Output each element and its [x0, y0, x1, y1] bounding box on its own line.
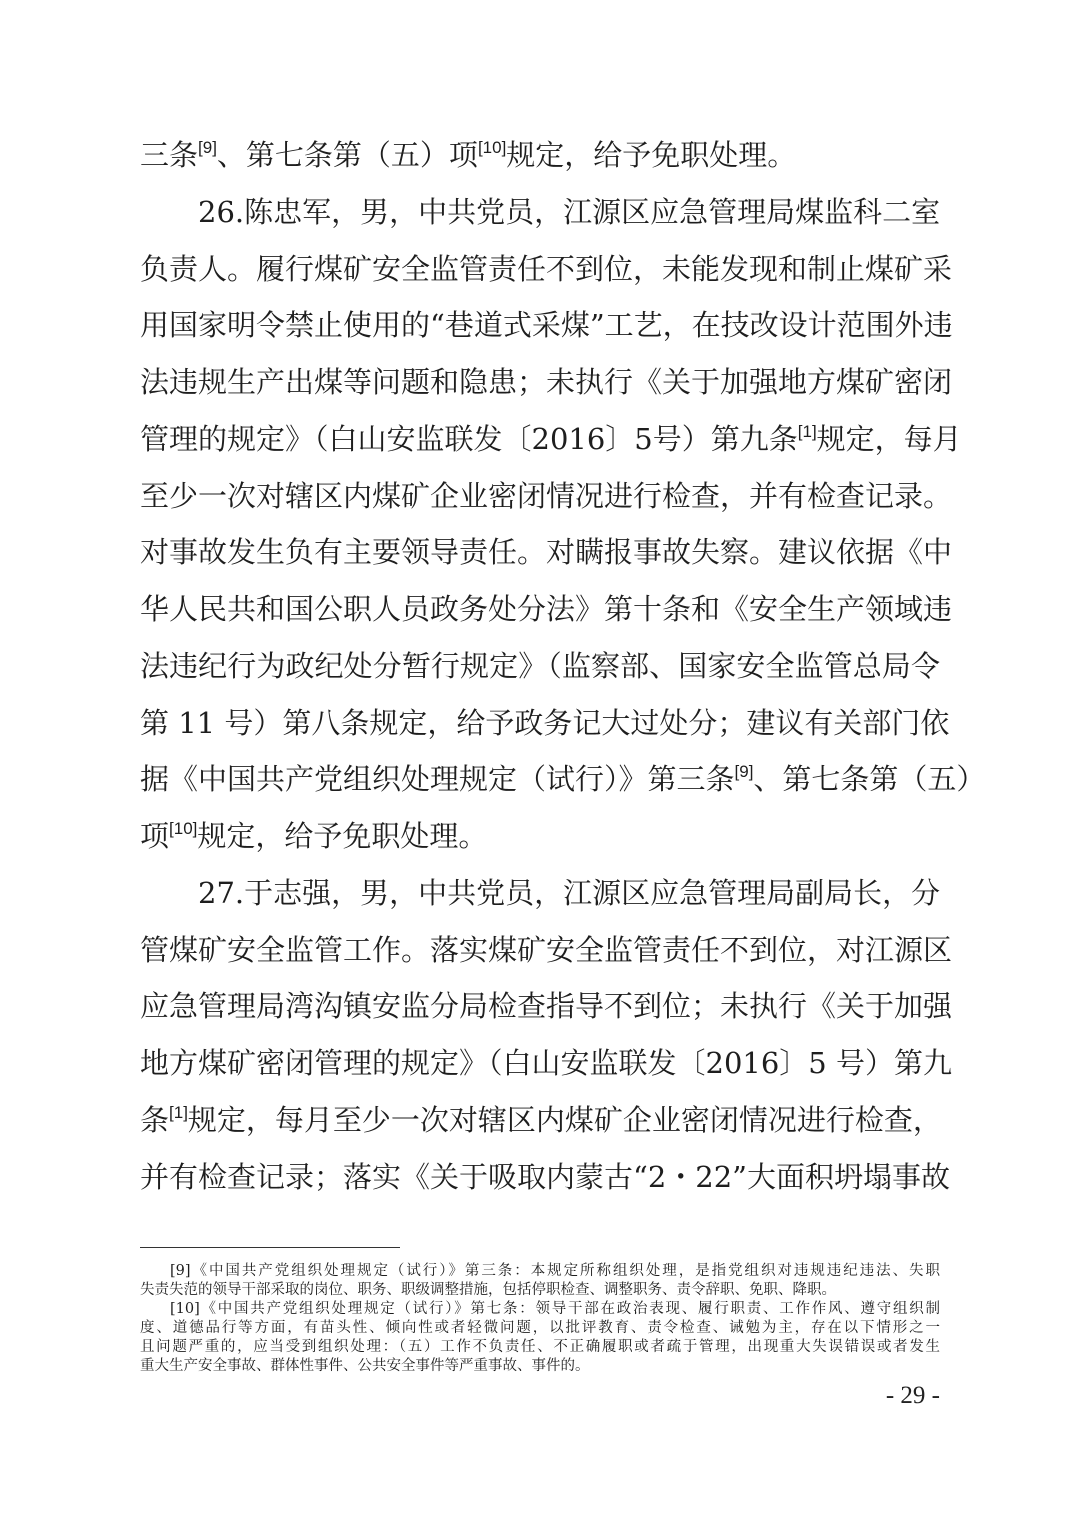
footnotes [140, 1262, 940, 1376]
text-line [140, 411, 962, 468]
text-run: 管煤矿安全监管工作。落实煤矿安全监管责任不到位，对江源区 [140, 932, 953, 967]
text-line [140, 865, 940, 922]
text-run: 27.于志强，男，中共党员，江源区应急管理局副局长，分 [198, 875, 941, 910]
paragraph [140, 184, 986, 865]
footnote [140, 1262, 940, 1300]
footnote-reference[interactable]: [9] [198, 138, 217, 157]
text-run: 26.陈忠军，男，中共党员，江源区应急管理局煤监科二室 [198, 194, 941, 229]
footnote-reference[interactable]: [10] [477, 138, 507, 157]
text-line [140, 524, 953, 581]
text-run: 对事故发生负有主要领导责任。对瞒报事故失察。建议依据《中 [140, 535, 953, 570]
text-line [140, 468, 953, 525]
text-line [140, 751, 986, 808]
page-number: - 29 - [885, 1382, 940, 1409]
footnote-line: 度、道德品行等方面，有苗头性、倾向性或者轻微问题，以批评教育、责令检查、诫勉为主，存在以下情形之一 [140, 1320, 940, 1336]
text-line [140, 127, 940, 184]
text-line [140, 297, 953, 354]
text-line [140, 184, 940, 241]
text-run: 三条 [140, 138, 199, 172]
footnote-divider [140, 1247, 400, 1248]
footnote-reference[interactable]: [9] [734, 762, 754, 782]
body-text [140, 127, 986, 1205]
text-line [140, 354, 953, 411]
text-run: 法违纪行为政纪处分暂行规定》（监察部、国家安全监管总局令 [140, 648, 940, 683]
text-run: 规定，给予免职处理。 [197, 819, 488, 853]
footnote-reference[interactable]: [1] [169, 1102, 188, 1122]
text-run: 、第七条第（五）项 [216, 138, 478, 172]
text-line [140, 241, 953, 298]
footnote-reference[interactable]: [1] [797, 421, 817, 441]
text-run: 第 11 号）第八条规定，给予政务记大过处分；建议有关部门依 [140, 705, 950, 740]
text-run: 项 [140, 819, 170, 853]
text-run: 并有检查记录；落实《关于吸取内蒙古“2・22”大面积坍塌事故 [140, 1159, 951, 1194]
text-line [140, 581, 953, 638]
footnote-line: 重大生产安全事故、群体性事件、公共安全事件等严重事故、事件的。 [140, 1358, 590, 1374]
paragraph [140, 127, 940, 184]
text-run: 规定，给予免职处理。 [506, 138, 797, 172]
text-line [140, 922, 953, 979]
footnote-reference[interactable]: [10] [169, 819, 198, 838]
text-run: 用国家明令禁止使用的“巷道式采煤”工艺，在技改设计范围外违 [140, 308, 953, 343]
text-run: 至少一次对辖区内煤矿企业密闭情况进行检查，并有检查记录。 [140, 478, 953, 513]
text-run: 负责人。履行煤矿安全监管责任不到位，未能发现和制止煤矿采 [140, 251, 953, 286]
text-run: 规定，每月至少一次对辖区内煤矿企业密闭情况进行检查， [187, 1102, 942, 1137]
text-run: 应急管理局湾沟镇安监分局检查指导不到位；未执行《关于加强 [140, 989, 953, 1024]
text-line [140, 978, 953, 1035]
text-line [140, 695, 950, 752]
paragraph [140, 865, 953, 1206]
text-run: 、第七条第（五） [753, 762, 986, 797]
text-line [140, 1092, 940, 1149]
footnote-line: [10]《中国共产党组织处理规定（试行）》第七条：领导干部在政治表现、履行职责、工作作风、遵守组织制 [170, 1301, 940, 1317]
text-run: 华人民共和国公职人员政务处分法》第十条和《安全生产领域违 [140, 592, 953, 626]
text-run: 地方煤矿密闭管理的规定》（白山安监联发〔2016〕5 号）第九 [140, 1046, 952, 1080]
footnote [140, 1300, 940, 1376]
text-run: 法违规生产出煤等问题和隐患；未执行《关于加强地方煤矿密闭 [140, 365, 953, 399]
text-run: 据《中国共产党组织处理规定（试行）》第三条 [140, 762, 735, 797]
footnote-line: 失责失范的领导干部采取的岗位、职务、职级调整措施，包括停职检查、调整职务、责令辞职、免职、降职。 [140, 1282, 836, 1298]
text-line [140, 638, 940, 695]
text-run: 管理的规定》（白山安监联发〔2016〕5号）第九条 [140, 421, 798, 456]
text-line [140, 808, 940, 865]
footnote-line: [9]《中国共产党组织处理规定（试行）》第三条：本规定所称组织处理，是指党组织对违规违纪违法、失职 [170, 1263, 940, 1279]
footnote-line: 且问题严重的，应当受到组织处理：（五）工作不负责任、不正确履职或者疏于管理，出现重大失误错误或者发生 [140, 1339, 940, 1355]
text-run: 条 [140, 1102, 170, 1137]
text-line [140, 1149, 951, 1206]
text-line [140, 1035, 952, 1092]
text-run: 规定，每月 [816, 421, 962, 456]
